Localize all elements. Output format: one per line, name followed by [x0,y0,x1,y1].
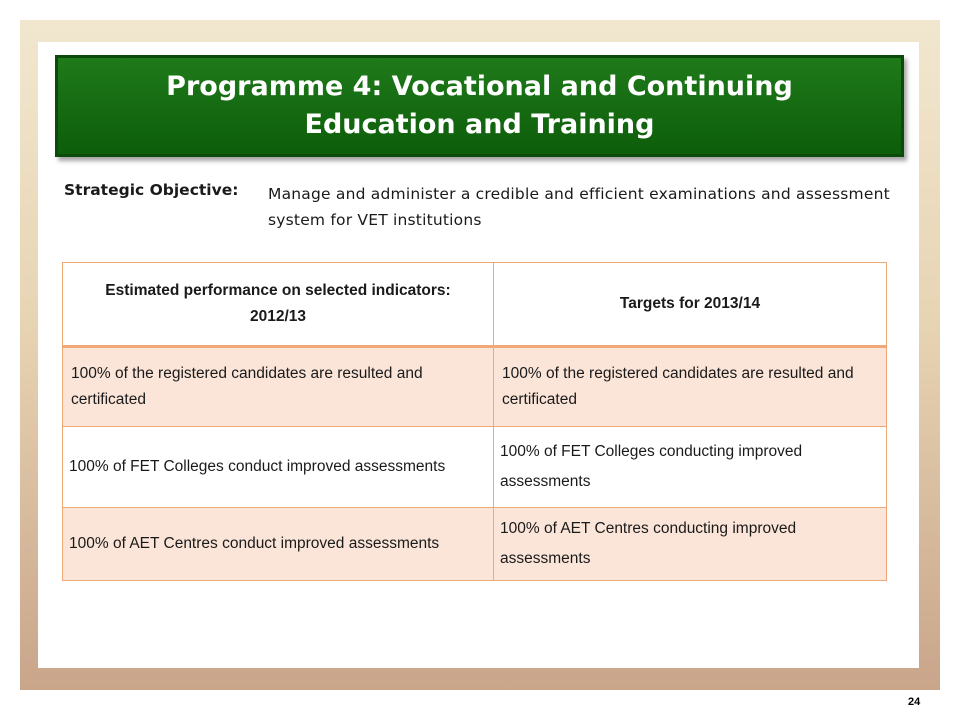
title-banner [55,55,904,157]
table-row [63,347,887,427]
strategic-objective-text: Manage and administer a credible and efficient examinations and assessment system for VET institutions [268,185,890,229]
table-cell: 100% of AET Centres conduct improved assessments [63,508,494,581]
table-cell: 100% of AET Centres conducting improved assessments [494,508,887,581]
table-cell: 100% of FET Colleges conducting improved assessments [494,427,887,508]
table-cell: 100% of the registered candidates are resulted and certificated [494,347,887,427]
table-cell: 100% of FET Colleges conduct improved assessments [63,427,494,508]
header-targets: Targets for 2013/14 [494,263,887,347]
table-cell: 100% of the registered candidates are resulted and certificated [63,347,494,427]
title-line-2: Education and Training [304,109,655,140]
header-estimated-performance: Estimated performance on selected indicators: 2012/13 [63,263,494,347]
table-row [63,427,887,508]
title-line-1: Programme 4: Vocational and Continuing [166,71,793,102]
table-header-row [63,263,887,347]
strategic-objective-label: Strategic Objective: [64,181,239,199]
table-row [63,508,887,581]
performance-table [62,262,887,581]
page-number: 24 [908,696,921,708]
